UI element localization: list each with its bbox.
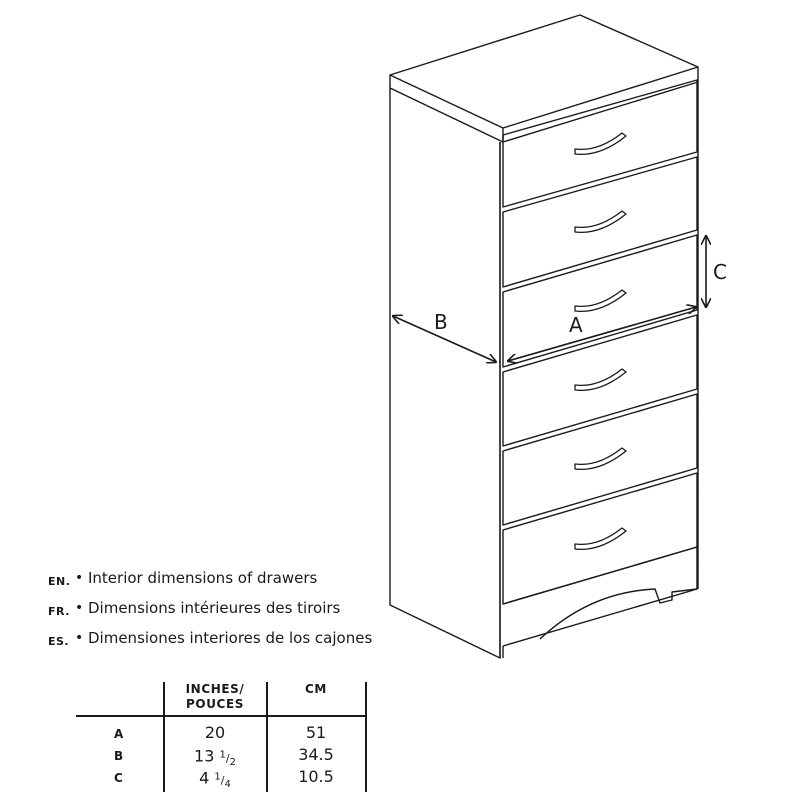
table-divider [365, 682, 367, 792]
cm-value: 51 [305, 723, 327, 742]
drawer-2 [503, 157, 697, 287]
row-key: B [114, 749, 124, 763]
cm-value: 10.5 [298, 767, 334, 786]
bullet-icon: • [75, 570, 84, 586]
dimension-a-arrow [508, 307, 696, 361]
legend-text: Dimensions intérieures des tiroirs [88, 599, 341, 617]
handle-4 [575, 369, 626, 390]
inches-fraction: $^1/_2$ [219, 749, 236, 768]
dimension-a-label: A [569, 313, 583, 337]
base-plinth [503, 547, 697, 658]
handle-5 [575, 448, 626, 469]
row-key: C [114, 771, 123, 785]
handle-2 [575, 211, 626, 232]
drawer-handles [575, 133, 626, 549]
cm-value: 34.5 [298, 745, 334, 764]
legend-text: Dimensiones interiores de los cajones [88, 629, 373, 647]
legend-text: Interior dimensions of drawers [88, 569, 318, 587]
drawer-fronts [503, 80, 697, 604]
dimension-b-label: B [434, 310, 448, 334]
drawer-3 [503, 235, 697, 367]
dimension-c-label: C [713, 260, 727, 284]
inches-fraction: $^1/_4$ [214, 771, 231, 790]
handle-1 [575, 133, 626, 154]
front-frame [500, 82, 698, 658]
header-inches: INCHES/ POUCES [185, 682, 245, 711]
dimensions-table [76, 682, 376, 792]
language-code: EN. [48, 575, 71, 588]
drawer-5 [503, 394, 697, 525]
drawer-6 [503, 473, 697, 604]
bullet-icon: • [75, 600, 84, 616]
bullet-icon: • [75, 630, 84, 646]
language-code: FR. [48, 605, 70, 618]
row-key: A [114, 727, 124, 741]
table-header-rule [76, 715, 366, 717]
language-code: ES. [48, 635, 70, 648]
side-panel [390, 88, 500, 658]
inches-value: 20 [204, 723, 226, 742]
table-divider [266, 682, 268, 792]
handle-6 [575, 528, 626, 549]
table-divider [163, 682, 165, 792]
header-cm: CM [305, 682, 327, 696]
handle-3 [575, 290, 626, 311]
inches-value: 13 $^1/_2$ [194, 746, 236, 768]
inches-value: 4 $^1/_4$ [199, 768, 231, 790]
